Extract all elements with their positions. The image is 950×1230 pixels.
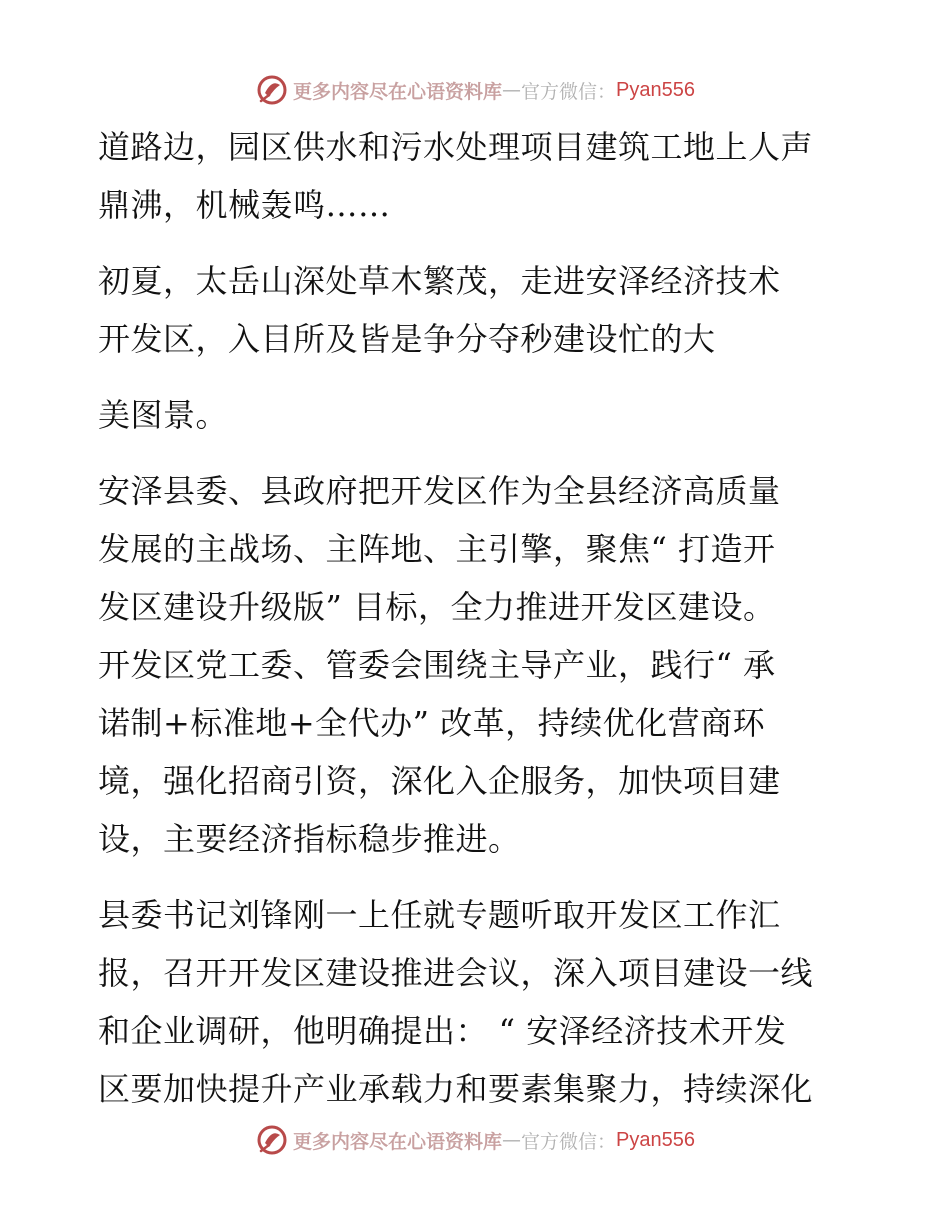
header-official-label: 官方微信：	[521, 80, 617, 103]
brand-logo-icon	[255, 73, 289, 107]
header-dash: —	[502, 79, 522, 101]
text-line: 报，召开开发区建设推进会议，深入项目建设一线	[98, 954, 814, 992]
text-line: 发区建设升级版” 目标，全力推进开发区建设。	[98, 588, 776, 626]
text-line: 鼎沸，机械轰鸣……	[98, 186, 391, 224]
article-body	[98, 118, 858, 1118]
text-line: 发展的主战场、主阵地、主引擎，聚焦“ 打造开	[98, 530, 776, 568]
text-line: 道路边，园区供水和污水处理项目建筑工地上人声	[98, 128, 814, 166]
text-line: 开发区，入目所及皆是争分夺秒建设忙的大	[98, 320, 716, 358]
paragraph	[98, 118, 858, 234]
text-line: 初夏，太岳山深处草木繁茂，走进安泽经济技术	[98, 262, 781, 300]
header-site-name: 更多内容尽在心语资料库	[293, 80, 503, 103]
text-line: 安泽县委、县政府把开发区作为全县经济高质量	[98, 472, 781, 510]
text-line: 设，主要经济指标稳步推进。	[98, 820, 521, 858]
text-line: 和企业调研，他明确提出： “ 安泽经济技术开发	[98, 1012, 787, 1050]
text-line: 开发区党工委、管委会围绕主导产业，践行“ 承	[98, 646, 776, 684]
header-watermark	[0, 70, 950, 110]
text-line: 境，强化招商引资，深化入企服务，加快项目建	[98, 762, 781, 800]
paragraph	[98, 252, 858, 368]
footer-official-label: 官方微信：	[521, 1130, 617, 1153]
text-line: 县委书记刘锋刚一上任就专题听取开发区工作汇	[98, 896, 781, 934]
footer-wechat-id: Pyan556	[616, 1128, 695, 1151]
footer-site-name: 更多内容尽在心语资料库	[293, 1130, 503, 1153]
footer-watermark	[0, 1120, 950, 1160]
header-wechat-id: Pyan556	[616, 78, 695, 101]
text-line: 美图景。	[98, 396, 229, 434]
paragraph	[98, 386, 858, 444]
text-line: 诺制+标准地+全代办” 改革，持续优化营商环	[98, 704, 766, 742]
brand-logo-icon	[255, 1123, 289, 1157]
text-line: 区要加快提升产业承载力和要素集聚力，持续深化	[98, 1070, 814, 1108]
footer-dash: —	[502, 1129, 522, 1151]
paragraph	[98, 462, 858, 868]
paragraph	[98, 886, 858, 1118]
